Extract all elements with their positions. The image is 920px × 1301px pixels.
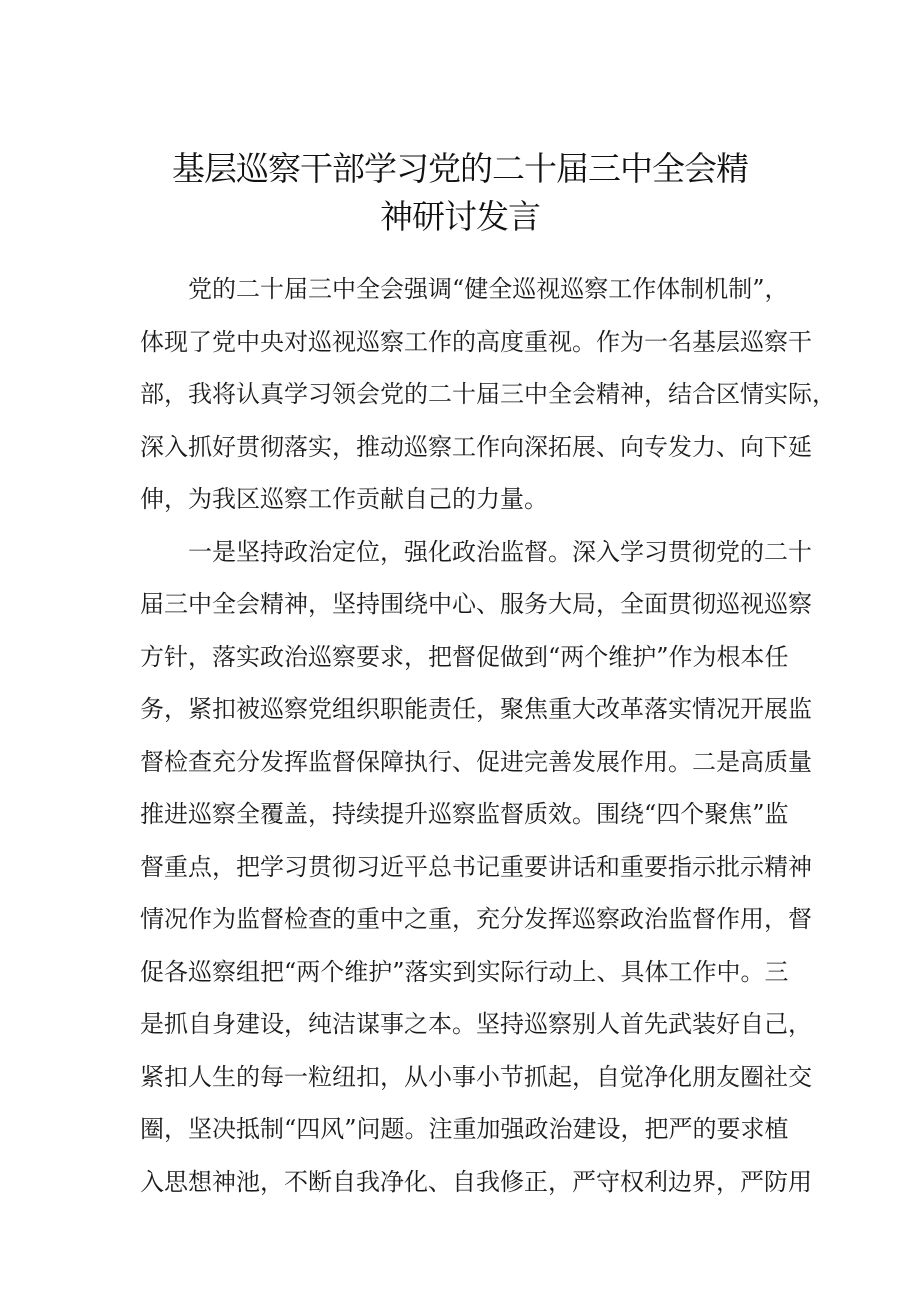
text-line: 伸，为我区巡察工作贡献自己的力量。 [140,485,548,513]
text-line: 深入抓好贯彻落实，推动巡察工作向深拓展、向专发力、向下延 [140,432,812,461]
text-line: 部，我将认真学习领会党的二十届三中全会精神，结合区情实际， [140,380,836,408]
paragraph-intro [140,263,836,526]
text-line: 党的二十届三中全会强调“健全巡视巡察工作体制机制”， [140,275,789,303]
document-title [100,145,820,241]
text-line: 情况作为监督检查的重中之重，充分发挥巡察政治监督作用，督 [140,905,812,933]
text-line: 是抓自身建设，纯洁谋事之本。坚持巡察别人首先武装好自己， [140,1010,812,1038]
text-line: 圈，坚决抵制“四风”问题。注重加强政治建设，把严的要求植 [140,1115,789,1143]
text-line: 届三中全会精神，坚持围绕中心、服务大局，全面贯彻巡视巡察 [140,590,812,618]
title-line: 神研讨发言 [380,197,540,236]
document-body [140,263,836,1208]
title-line: 基层巡察干部学习党的二十届三中全会精 [172,149,748,188]
text-line: 一是坚持政治定位，强化政治监督。深入学习贯彻党的二十 [140,537,812,566]
text-line: 方针，落实政治巡察要求，把督促做到“两个维护”作为根本任 [140,642,789,671]
text-line: 务，紧扣被巡察党组织职能责任，聚焦重大改革落实情况开展监 [140,695,812,723]
text-line: 体现了党中央对巡视巡察工作的高度重视。作为一名基层巡察干 [140,327,812,356]
text-line: 入思想神池，不断自我净化、自我修正，严守权利边界，严防用 [140,1167,812,1196]
text-line: 促各巡察组把“两个维护”落实到实际行动上、具体工作中。三 [140,957,789,986]
text-line: 督重点，把学习贯彻习近平总书记重要讲话和重要指示批示精神 [140,852,812,881]
text-line: 紧扣人生的每一粒纽扣，从小事小节抓起，自觉净化朋友圈社交 [140,1062,812,1091]
text-line: 推进巡察全覆盖，持续提升巡察监督质效。围绕“四个聚焦”监 [140,800,789,828]
paragraph-points [140,526,812,1209]
text-line: 督检查充分发挥监督保障执行、促进完善发展作用。二是高质量 [140,747,812,776]
